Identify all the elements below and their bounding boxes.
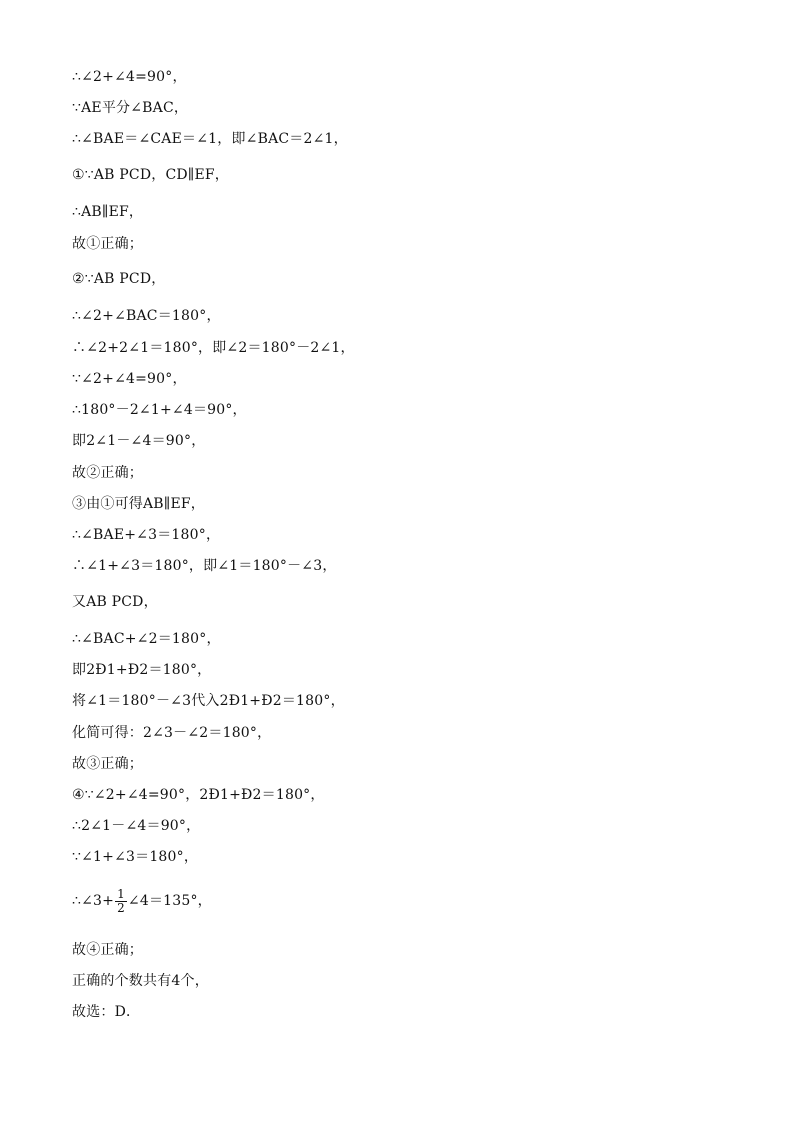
solution-line-6: 故①正确； bbox=[72, 236, 143, 252]
solution-line-11: ∴180°－2∠1+∠4＝90°， bbox=[72, 402, 247, 418]
fraction-line-prefix: ∴∠3+ bbox=[72, 893, 115, 909]
solution-line-28: 正确的个数共有4个， bbox=[72, 973, 209, 989]
solution-line-25: ∵∠1+∠3＝180°， bbox=[72, 849, 199, 865]
solution-line-13: 故②正确； bbox=[72, 465, 143, 481]
fraction-denominator: 2 bbox=[117, 900, 125, 915]
solution-line-fraction bbox=[72, 884, 212, 918]
solution-line-8: ∴∠2+∠BAC＝180°， bbox=[72, 308, 221, 324]
fraction-numerator: 1 bbox=[117, 886, 125, 901]
solution-line-4: ①∵AB PCD，CD∥EF， bbox=[72, 167, 229, 183]
solution-line-24: ∴2∠1－∠4＝90°， bbox=[72, 818, 201, 834]
solution-line-9: ∴∠2+2∠1＝180°，即∠2＝180°－2∠1， bbox=[72, 340, 355, 356]
solution-line-19: 即2Ð1+Ð2＝180°， bbox=[72, 662, 212, 678]
solution-line-17: 又AB PCD， bbox=[72, 594, 158, 610]
solution-line-1: ∴∠2+∠4=90°， bbox=[72, 69, 187, 85]
solution-line-2: ∵AE平分∠BAC， bbox=[72, 100, 189, 116]
fraction-line-suffix: ∠4＝135°， bbox=[127, 893, 212, 909]
solution-line-7: ②∵AB PCD， bbox=[72, 271, 166, 287]
solution-line-5: ∴AB∥EF， bbox=[72, 204, 144, 220]
solution-line-29: 故选：D． bbox=[72, 1004, 141, 1020]
solution-line-23: ④∵∠2+∠4=90°，2Ð1+Ð2＝180°， bbox=[72, 787, 325, 803]
solution-line-22: 故③正确； bbox=[72, 756, 143, 772]
solution-line-12: 即2∠1－∠4＝90°， bbox=[72, 433, 206, 449]
solution-line-20: 将∠1＝180°－∠3代入2Ð1+Ð2＝180°， bbox=[72, 693, 345, 709]
solution-line-18: ∴∠BAC+∠2＝180°， bbox=[72, 631, 221, 647]
solution-line-27: 故④正确； bbox=[72, 942, 143, 958]
solution-line-21: 化简可得：2∠3－∠2＝180°， bbox=[72, 725, 272, 741]
fraction-one-half bbox=[115, 888, 127, 915]
solution-line-3: ∴∠BAE＝∠CAE＝∠1，即∠BAC＝2∠1， bbox=[72, 131, 348, 147]
solution-line-10: ∵∠2+∠4=90°， bbox=[72, 371, 187, 387]
solution-line-14: ③由①可得AB∥EF， bbox=[72, 496, 205, 512]
solution-line-16: ∴∠1+∠3＝180°，即∠1＝180°－∠3， bbox=[72, 558, 337, 574]
solution-line-15: ∴∠BAE+∠3＝180°， bbox=[72, 527, 221, 543]
